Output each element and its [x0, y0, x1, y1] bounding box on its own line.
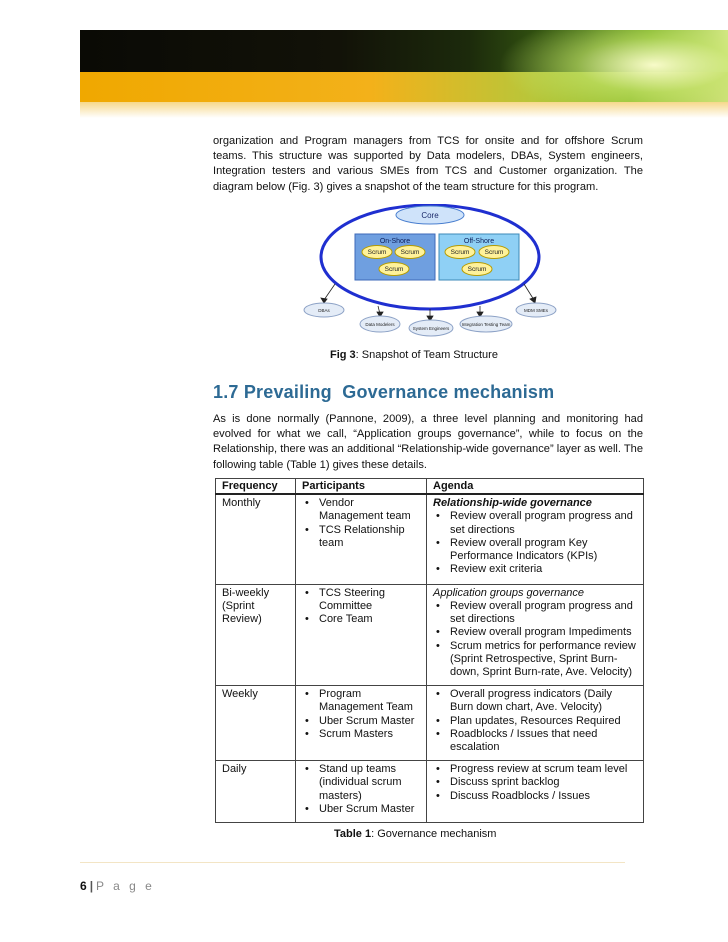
frequency-cell: Daily [216, 761, 296, 823]
svg-text:DBAs: DBAs [318, 308, 330, 313]
table-row [216, 686, 644, 761]
table1-caption [334, 828, 496, 840]
svg-text:System Engineers: System Engineers [412, 326, 450, 331]
core-label: Core [421, 211, 439, 220]
scrum-label: Scrum [450, 249, 470, 256]
section-paragraph: As is done normally (Pannone, 2009), a three level planning and monitoring had evolved for what we call, “Application groups governance”, while to focus on the Relationship, there was an additional “Relationship-wide governance” layer as well. The following table (Table 1) gives these details. [213, 413, 643, 471]
agenda-title: Relationship-wide governance [433, 497, 592, 510]
table-header-cell: Participants [296, 479, 427, 495]
list-item: • Review overall program Key Performance Indicators (KPIs) [433, 537, 637, 563]
intro-paragraph: organization and Program managers from TCS for onsite and for offshore Scrum teams. This structure was supported by Data modelers, DBAs, System engineers, Integration testers and various SMEs from TCS and Customer organization. The diagram below (Fig. 3) gives a snapshot of the team structure for this program. [213, 135, 643, 193]
list-item: • Review overall program progress and set directions [433, 600, 637, 626]
team-structure-diagram [300, 204, 558, 344]
fig3-text: : Snapshot of Team Structure [355, 349, 498, 361]
list-item: • Discuss Roadblocks / Issues [433, 790, 637, 803]
table-header-cell: Agenda [427, 479, 644, 495]
scrum-label: Scrum [367, 249, 387, 256]
agenda-cell [427, 686, 644, 761]
scrum-label: Scrum [384, 266, 404, 273]
scrum-label: Scrum [400, 249, 420, 256]
participants-cell [296, 686, 427, 761]
scrum-label: Scrum [467, 266, 487, 273]
participants-cell [296, 494, 427, 584]
list-item: • Plan updates, Resources Required [433, 715, 637, 728]
scrum-label: Scrum [484, 249, 504, 256]
list-item: • Uber Scrum Master [302, 715, 420, 728]
footer-separator: | [89, 879, 94, 893]
table-row [216, 584, 644, 685]
participants-cell [296, 761, 427, 823]
list-item: • Core Team [302, 613, 420, 626]
svg-text:Data Modelers: Data Modelers [365, 322, 395, 327]
offshore-label: Off-Shore [463, 238, 495, 245]
list-item: • Roadblocks / Issues that need escalation [433, 728, 637, 754]
list-item: • Stand up teams (individual scrum masters) [302, 763, 420, 803]
table-row [216, 494, 644, 584]
svg-text:MDM SMEs: MDM SMEs [524, 308, 548, 313]
frequency-cell: Monthly [216, 494, 296, 584]
footer-divider [80, 862, 625, 863]
list-item: • Discuss sprint backlog [433, 776, 637, 789]
list-item: • Program Management Team [302, 688, 420, 714]
header-banner [80, 30, 728, 118]
table-header-cell: Frequency [216, 479, 296, 495]
page-label: P a g e [96, 879, 155, 893]
list-item: • Vendor Management team [302, 497, 420, 523]
page-number: 6 [80, 879, 87, 893]
fig3-label: Fig 3 [330, 349, 356, 361]
list-item: • Review overall program progress and set directions [433, 510, 637, 536]
list-item: • TCS Relationship team [302, 524, 420, 550]
agenda-title: Application groups governance [433, 586, 585, 599]
list-item: • Uber Scrum Master [302, 803, 420, 816]
participants-cell [296, 584, 427, 685]
governance-table [215, 478, 644, 823]
table1-label: Table 1 [334, 828, 372, 840]
list-item: • Progress review at scrum team level [433, 763, 637, 776]
table1-text: : Governance mechanism [371, 828, 497, 840]
table-row [216, 761, 644, 823]
table-header-row [216, 479, 644, 495]
section-heading: 1.7 Prevailing Governance mechanism [213, 382, 555, 402]
list-item: • TCS Steering Committee [302, 587, 420, 613]
list-item: • Review exit criteria [433, 563, 637, 576]
page-footer [80, 879, 155, 893]
onshore-label: On-Shore [379, 238, 411, 245]
list-item: • Scrum Masters [302, 728, 420, 741]
svg-text:Integration Testing Team: Integration Testing Team [461, 322, 511, 327]
frequency-cell: Weekly [216, 686, 296, 761]
fig3-caption [330, 349, 498, 361]
agenda-cell [427, 584, 644, 685]
list-item: • Overall progress indicators (Daily Burn down chart, Ave. Velocity) [433, 688, 637, 714]
frequency-cell: Bi-weekly (Sprint Review) [216, 584, 296, 685]
list-item: • Scrum metrics for performance review (Sprint Retrospective, Sprint Burn-down, Sprint Burn-rate, Ave. Velocity) [433, 640, 637, 680]
agenda-cell [427, 494, 644, 584]
agenda-cell [427, 761, 644, 823]
list-item: • Review overall program Impediments [433, 626, 637, 639]
